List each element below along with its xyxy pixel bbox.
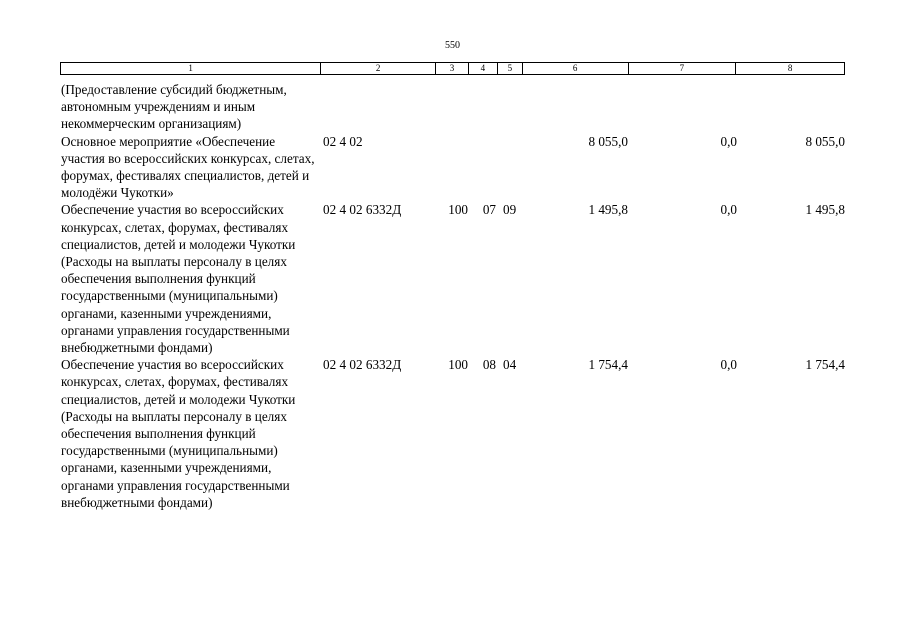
page-number: 550 xyxy=(445,40,460,51)
table-row xyxy=(61,201,845,356)
row-code: 02 4 02 xyxy=(323,133,363,149)
header-col-3: 3 xyxy=(436,63,469,74)
row-code: 02 4 02 6332Д xyxy=(323,357,402,373)
row-col-5 xyxy=(499,133,524,202)
row-value-7 xyxy=(630,81,738,133)
row-col-3 xyxy=(437,81,470,133)
header-col-7: 7 xyxy=(629,63,737,74)
row-value-7: 0,0 xyxy=(720,357,737,373)
row-code xyxy=(322,81,437,133)
row-name: Обеспечение участия во всероссийских конкурсах, слетах, форумах, фестивалях специалистов, детей и молодежи Чукотки (Расходы на выплаты персоналу в целях обеспечения выполнения функций государственными (муниципальными) органами, казенными учреждениями, органами управления государственными внебюджетными фондами) xyxy=(61,357,296,510)
row-value-7: 0,0 xyxy=(720,133,737,149)
row-col-3: 100 xyxy=(448,202,468,218)
row-value-8: 1 495,8 xyxy=(805,202,845,218)
row-value-8: 8 055,0 xyxy=(805,133,845,149)
header-col-5: 5 xyxy=(498,63,523,74)
row-col-4: 07 xyxy=(482,202,496,218)
header-col-6: 6 xyxy=(523,63,629,74)
row-col-5: 09 xyxy=(503,202,517,218)
row-col-4 xyxy=(470,133,499,202)
row-col-4 xyxy=(470,81,499,133)
row-value-6 xyxy=(524,81,630,133)
row-value-6: 1 495,8 xyxy=(588,202,628,218)
row-name: Основное мероприятие «Обеспечение участия во всероссийских конкурсах, слетах, форумах, фестивалях специалистов, детей и молодёжи Чукотки» xyxy=(61,133,315,201)
header-col-2: 2 xyxy=(321,63,436,74)
row-value-8: 1 754,4 xyxy=(805,357,845,373)
header-col-1: 1 xyxy=(61,63,321,74)
row-name: (Предоставление субсидий бюджетным, автономным учреждениям и иным некоммерческим организациям) xyxy=(61,82,287,132)
table-row xyxy=(61,81,845,133)
table-body xyxy=(61,81,845,511)
table-header-row xyxy=(60,62,845,75)
row-value-6: 1 754,4 xyxy=(588,357,628,373)
header-col-4: 4 xyxy=(469,63,498,74)
header-col-8: 8 xyxy=(787,63,793,73)
row-value-6: 8 055,0 xyxy=(588,133,628,149)
table-row xyxy=(61,133,845,202)
row-name: Обеспечение участия во всероссийских конкурсах, слетах, форумах, фестивалях специалистов, детей и молодежи Чукотки (Расходы на выплаты персоналу в целях обеспечения выполнения функций государственными (муниципальными) органами, казенными учреждениями, органами управления государственными внебюджетными фондами) xyxy=(61,202,296,356)
row-col-5: 04 xyxy=(503,357,517,373)
row-value-8 xyxy=(738,81,845,133)
row-col-3 xyxy=(437,133,470,202)
row-col-5 xyxy=(499,81,524,133)
table-row xyxy=(61,356,845,511)
row-code: 02 4 02 6332Д xyxy=(323,202,402,218)
row-col-4: 08 xyxy=(482,357,496,373)
row-value-7: 0,0 xyxy=(720,202,737,218)
row-col-3: 100 xyxy=(448,357,468,373)
